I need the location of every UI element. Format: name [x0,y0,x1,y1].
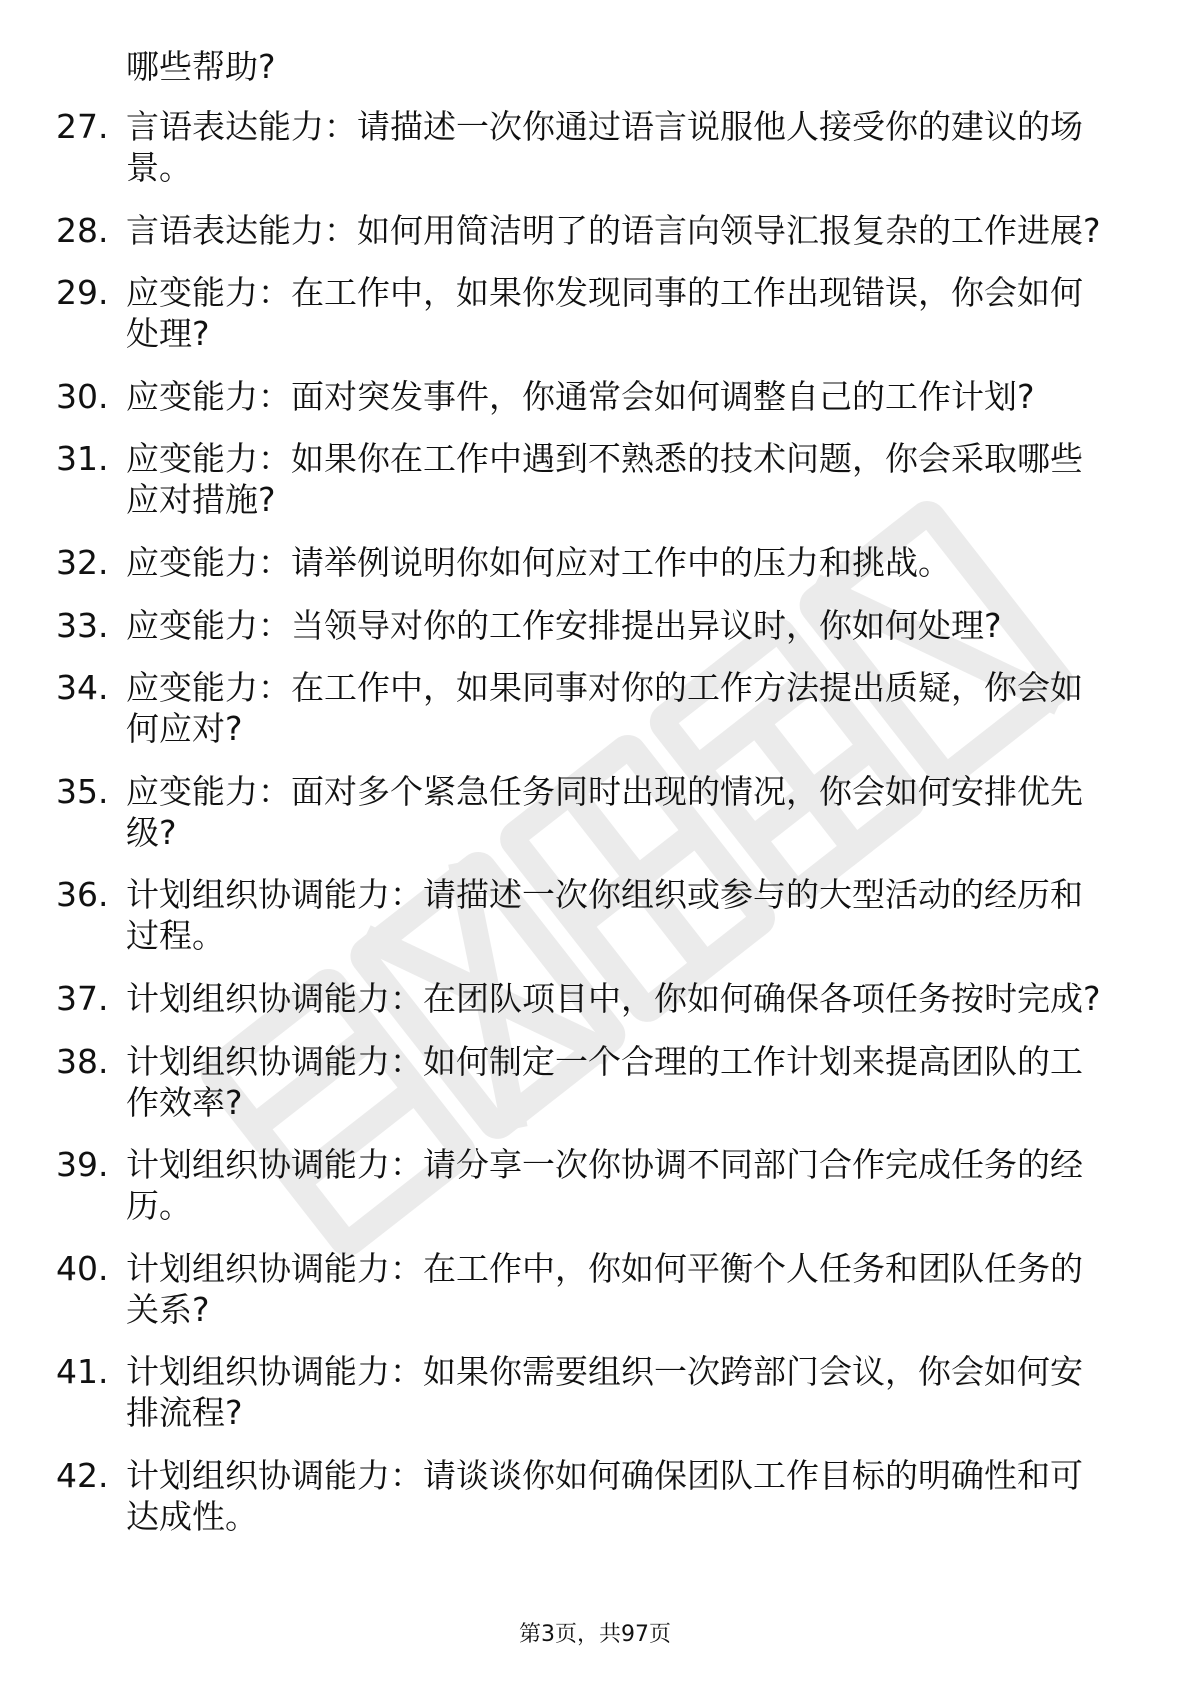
question-number: 40. [56,1248,109,1288]
question-number: 39. [56,1145,109,1185]
question-text: 计划组织协调能力：如何制定一个合理的工作计划来提高团队的工作效率? [126,1041,1083,1122]
list-item [0,1041,1190,1123]
question-number: 27. [56,107,109,146]
question-text: 应变能力：如果你在工作中遇到不熟悉的技术问题，你会采取哪些应对措施? [126,439,1083,520]
list-item [0,605,1190,646]
list-item [0,1248,1190,1330]
question-number: 37. [56,978,109,1018]
list-item [0,667,1190,749]
page-number-label: 第3页，共97页 [519,1622,671,1647]
question-text: 应变能力：面对多个紧急任务同时出现的情况，你会如何安排优先级? [126,771,1083,852]
question-number: 41. [56,1352,109,1392]
list-item [0,1351,1190,1433]
question-number: 33. [56,605,109,645]
question-text: 计划组织协调能力：在团队项目中，你如何确保各项任务按时完成? [126,978,1101,1018]
continuation-text: 哪些帮助? [126,47,276,86]
question-text: 计划组织协调能力：请谈谈你如何确保团队工作目标的明确性和可达成性。 [126,1455,1083,1536]
question-text: 应变能力：在工作中，如果你发现同事的工作出现错误，你会如何处理? [126,273,1083,354]
list-item [0,1144,1190,1226]
question-number: 38. [56,1041,109,1081]
question-text: 言语表达能力：如何用简洁明了的语言向领导汇报复杂的工作进展? [126,210,1101,250]
list-item [0,542,1190,583]
question-text: 言语表达能力：请描述一次你通过语言说服他人接受你的建议的场景。 [126,107,1083,187]
question-number: 28. [56,210,109,250]
question-number: 29. [56,273,109,313]
list-item [0,272,1190,354]
question-text: 计划组织协调能力：请分享一次你协调不同部门合作完成任务的经历。 [126,1145,1083,1226]
question-text: 计划组织协调能力：如果你需要组织一次跨部门会议，你会如何安排流程? [126,1352,1083,1433]
page-footer [0,1620,1190,1650]
list-item-continuation [0,46,1190,87]
question-number: 30. [56,376,109,416]
question-number: 36. [56,875,109,915]
list-item [0,874,1190,956]
question-text: 应变能力：在工作中，如果同事对你的工作方法提出质疑，你会如何应对? [126,668,1083,749]
question-number: 31. [56,439,109,479]
list-item [0,1455,1190,1537]
question-number: 42. [56,1455,109,1495]
list-item [0,210,1190,251]
list-item [0,106,1190,188]
list-item [0,978,1190,1019]
question-text: 计划组织协调能力：请描述一次你组织或参与的大型活动的经历和过程。 [126,875,1083,956]
list-item [0,771,1190,853]
question-number: 34. [56,668,109,708]
list-item [0,438,1190,520]
question-number: 32. [56,542,109,582]
question-text: 应变能力：当领导对你的工作安排提出异议时，你如何处理? [126,605,1002,645]
question-text: 应变能力：面对突发事件，你通常会如何调整自己的工作计划? [126,376,1035,416]
list-item [0,376,1190,417]
question-text: 应变能力：请举例说明你如何应对工作中的压力和挑战。 [126,542,951,582]
question-text: 计划组织协调能力：在工作中，你如何平衡个人任务和团队任务的关系? [126,1248,1083,1329]
question-list [0,46,1190,1559]
question-number: 35. [56,771,109,811]
